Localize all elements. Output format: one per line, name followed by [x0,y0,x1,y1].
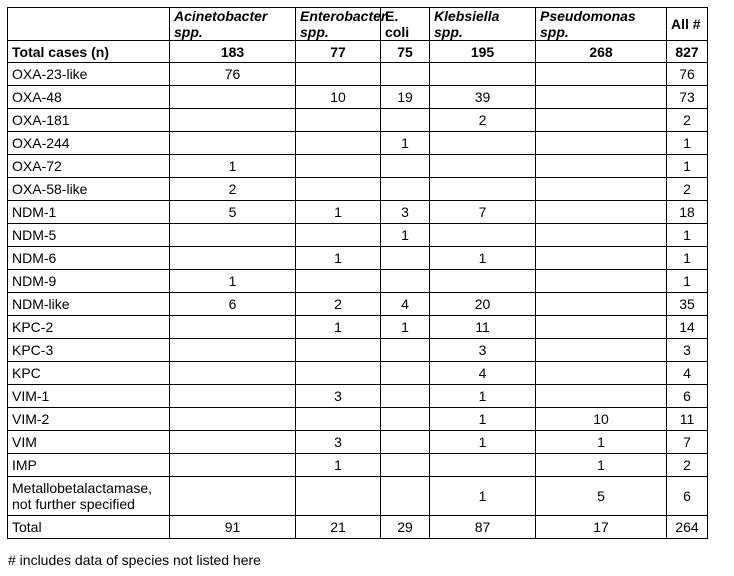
table-cell: 11 [667,408,708,431]
row-label: NDM-6 [8,247,170,270]
table-cell: 1 [296,316,381,339]
header-corner-cell [8,8,170,41]
table-cell [430,178,536,201]
table-cell [296,270,381,293]
table-cell: 1 [430,247,536,270]
table-cell: 29 [381,516,430,539]
table-cell: 1 [170,270,296,293]
table-cell [170,362,296,385]
table-cell [536,201,667,224]
table-cell [430,454,536,477]
table-row [8,86,708,109]
table-row [8,224,708,247]
table-cell [170,109,296,132]
table-cell [170,431,296,454]
table-cell [170,316,296,339]
table-cell [170,408,296,431]
table-cell [296,224,381,247]
table-row [8,178,708,201]
table-row [8,293,708,316]
table-cell [536,316,667,339]
table-cell: 6 [667,477,708,516]
table-cell: 827 [667,41,708,63]
table-cell: 6 [667,385,708,408]
row-label: OXA-244 [8,132,170,155]
table-cell: 5 [170,201,296,224]
table-cell: 2 [667,178,708,201]
table-cell: 1 [296,201,381,224]
results-table [7,7,708,539]
row-label: NDM-1 [8,201,170,224]
table-cell [430,224,536,247]
table-cell [536,362,667,385]
table-row [8,408,708,431]
table-cell [296,362,381,385]
table-row [8,109,708,132]
table-cell: 1 [381,316,430,339]
row-label: NDM-5 [8,224,170,247]
row-label: KPC-3 [8,339,170,362]
table-cell [381,454,430,477]
table-cell: 10 [296,86,381,109]
table-cell [170,477,296,516]
table-cell [296,477,381,516]
table-cell [381,247,430,270]
table-cell: 4 [430,362,536,385]
table-cell [170,385,296,408]
row-label: OXA-48 [8,86,170,109]
row-label: OXA-23-like [8,63,170,86]
table-cell: 1 [430,408,536,431]
table-cell [536,293,667,316]
table-cell: 7 [667,431,708,454]
table-cell: 75 [381,41,430,63]
table-cell: 2 [667,454,708,477]
table-cell: 195 [430,41,536,63]
table-cell: 1 [667,132,708,155]
table-cell: 73 [667,86,708,109]
table-cell: 1 [381,224,430,247]
table-cell: 2 [170,178,296,201]
table-cell [296,339,381,362]
table-cell: 10 [536,408,667,431]
table-cell: 1 [296,247,381,270]
table-cell: 1 [667,247,708,270]
table-cell [536,63,667,86]
table-cell: 87 [430,516,536,539]
table-cell: 17 [536,516,667,539]
row-label: IMP [8,454,170,477]
table-cell [381,385,430,408]
table-row [8,270,708,293]
row-label: VIM-1 [8,385,170,408]
table-cell: 1 [667,270,708,293]
table-cell [430,155,536,178]
table-cell: 1 [170,155,296,178]
table-cell [381,477,430,516]
table-cell: 77 [296,41,381,63]
row-label: Total [8,516,170,539]
table-cell: 1 [430,477,536,516]
table-cell [536,385,667,408]
table-row [8,155,708,178]
table-cell: 2 [296,293,381,316]
table-cell [536,270,667,293]
table-cell [296,109,381,132]
row-label: OXA-58-like [8,178,170,201]
row-label: KPC-2 [8,316,170,339]
row-label: NDM-9 [8,270,170,293]
row-label: VIM-2 [8,408,170,431]
table-cell: 91 [170,516,296,539]
table-cell [430,132,536,155]
table-cell: 4 [381,293,430,316]
table-cell [170,454,296,477]
table-cell [536,247,667,270]
table-cell [170,132,296,155]
table-cell [381,362,430,385]
table-row [8,316,708,339]
table-cell: 2 [430,109,536,132]
table-cell [170,247,296,270]
table-row [8,132,708,155]
table-row [8,63,708,86]
table-row [8,201,708,224]
table-cell: 3 [296,385,381,408]
table-cell: 4 [667,362,708,385]
row-label: OXA-181 [8,109,170,132]
table-cell: 1 [381,132,430,155]
table-cell: 19 [381,86,430,109]
table-cell: 76 [170,63,296,86]
header-e-coli: E. coli [381,8,430,41]
table-cell [381,431,430,454]
table-cell: 21 [296,516,381,539]
table-cell: 1 [667,224,708,247]
table-cell: 2 [667,109,708,132]
table-cell: 183 [170,41,296,63]
table-cell [536,132,667,155]
table-cell [170,86,296,109]
table-row [8,516,708,539]
row-label: NDM-like [8,293,170,316]
row-label: KPC [8,362,170,385]
table-cell [296,63,381,86]
total-cases-row [8,41,708,63]
row-label: Total cases (n) [8,41,170,63]
table-row [8,477,708,516]
table-cell [381,270,430,293]
header-all: All # [667,8,708,41]
table-cell [536,155,667,178]
table-cell: 268 [536,41,667,63]
table-cell [296,178,381,201]
table-header-row [8,8,708,41]
table-cell: 35 [667,293,708,316]
table-cell [430,270,536,293]
table-cell: 264 [667,516,708,539]
footnote: # includes data of species not listed here [8,552,261,568]
table-row [8,454,708,477]
table-cell [381,63,430,86]
table-cell [296,155,381,178]
table-cell: 1 [667,155,708,178]
table-cell: 3 [667,339,708,362]
table-cell [381,339,430,362]
table-row [8,339,708,362]
header-klebsiella: Klebsiella spp. [430,8,536,41]
table-cell: 6 [170,293,296,316]
row-label: VIM [8,431,170,454]
table-cell: 76 [667,63,708,86]
table-cell [296,132,381,155]
table-cell [536,178,667,201]
table-cell [381,109,430,132]
table-row [8,247,708,270]
table-cell [296,408,381,431]
table-cell [381,408,430,431]
table-cell [536,224,667,247]
table-cell [536,339,667,362]
table-cell [430,63,536,86]
table-cell: 3 [296,431,381,454]
table-row [8,431,708,454]
row-label: Metallobetalactamase, not further specified [8,477,170,516]
table-cell: 3 [381,201,430,224]
table-cell: 1 [536,431,667,454]
table-cell [381,178,430,201]
header-enterobacter: Enterobacter spp. [296,8,381,41]
table-cell [170,224,296,247]
table-cell: 18 [667,201,708,224]
table-cell: 1 [430,431,536,454]
table-cell: 11 [430,316,536,339]
table-cell: 3 [430,339,536,362]
table-row [8,385,708,408]
table-cell: 1 [296,454,381,477]
table-cell: 1 [430,385,536,408]
table-cell [536,86,667,109]
table-cell: 39 [430,86,536,109]
header-acinetobacter: Acinetobacter spp. [170,8,296,41]
table-cell [381,155,430,178]
header-pseudomonas: Pseudomonas spp. [536,8,667,41]
table-cell: 20 [430,293,536,316]
row-label: OXA-72 [8,155,170,178]
table-cell [170,339,296,362]
table-row [8,362,708,385]
table-cell: 5 [536,477,667,516]
table-cell: 1 [536,454,667,477]
table-cell: 7 [430,201,536,224]
table-cell: 14 [667,316,708,339]
table-cell [536,109,667,132]
